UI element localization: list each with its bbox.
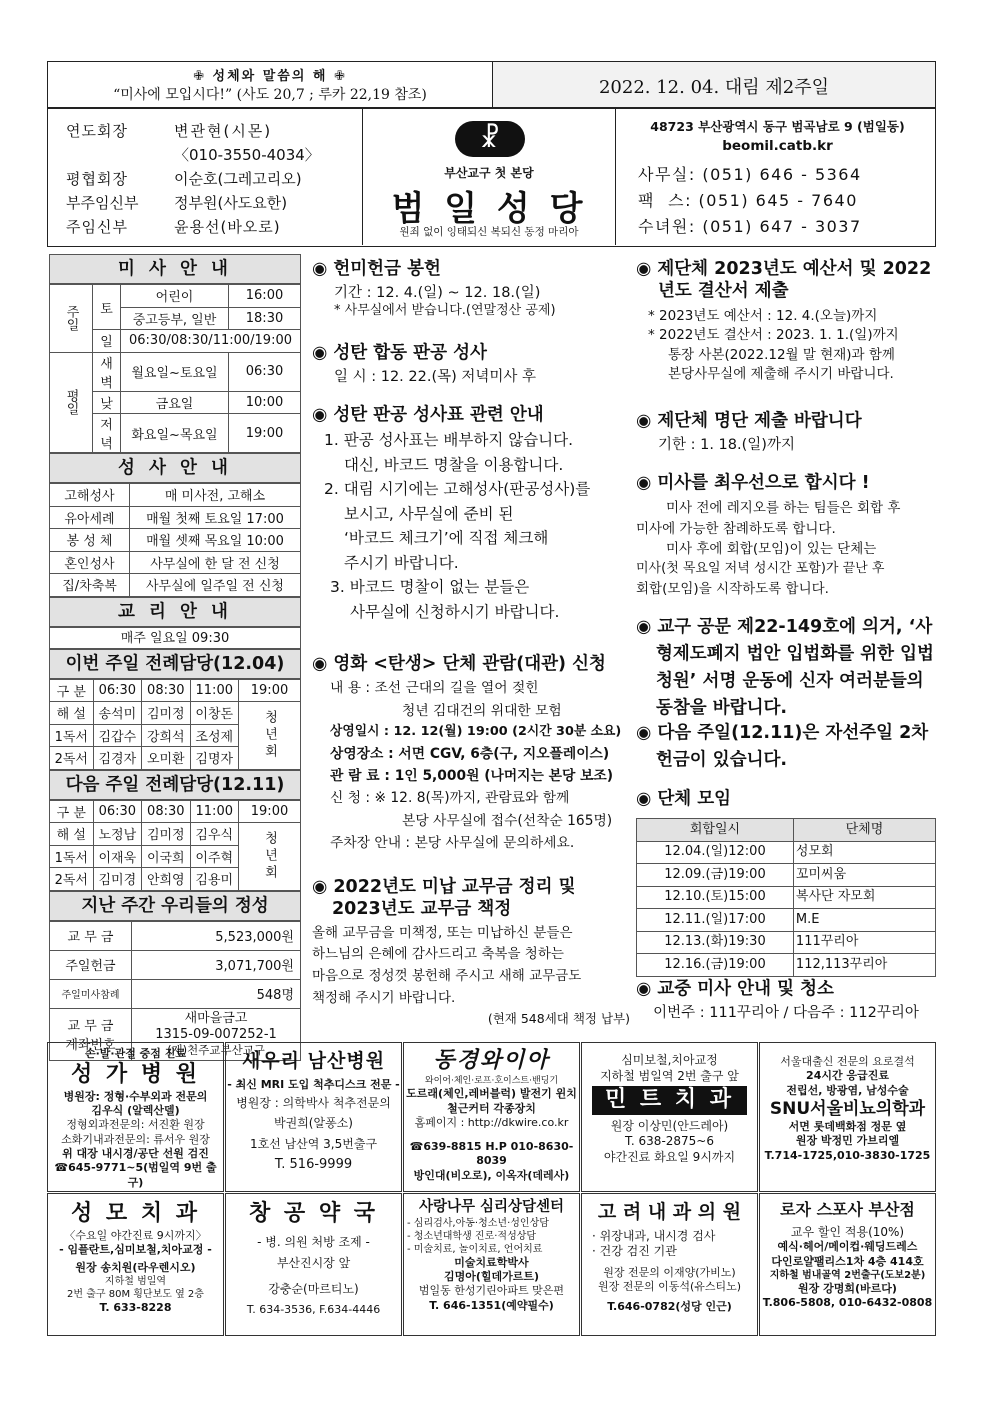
contact-block [620, 117, 935, 237]
issue-date: 2022. 12. 04. 대림 제2주일 [598, 77, 830, 98]
catechism-time: 매주 일요일 09:30 [49, 627, 301, 649]
youth-label: 청년회 [239, 702, 301, 770]
header-date-box [492, 61, 936, 108]
middle-column [312, 258, 630, 1038]
ad-saewoori-hospital: 새우리 남산병원 - 최신 MRI 도입 척추디스크 전문 - 병원장 : 의학박사 척추전문의 박권희(알퐁소) 1호선 남산역 3,5번출구 T. 516-9999 [225, 1042, 402, 1192]
mass-title: 미 사 안 내 [49, 254, 301, 284]
this-week-title: 이번 주일 전례담당(12.04) [49, 649, 301, 679]
sacrament-title: 성 사 안 내 [49, 453, 301, 483]
notice-meetings: ◉ 단체 모임 회합일시 단체명 12.04.(일)12:00 성모회 12.09.(금)19:00 꼬미씨움 12.10.(토)15:00 복사단 자모회 12.11.(일)17:00 M.E 12.13.(화)19:30 111꾸리아 12.16.(금)19:00 112,113꾸리아 [636, 788, 936, 977]
motto: ✙ 성체와 말씀의 해 ✙ [193, 69, 347, 84]
ad-dongkyung-wire: 동경와이아 와이어·체인·로프·호이스트·밴딩기 도르래(체인,레버블럭) 발전기 윈치 철근커터 각종장치 홈페이지 : http://dkwire.co.kr ☎639-8815 H.P 010-8630-8039 방인대(비오로), 이옥자(데레사) [403, 1042, 580, 1192]
fax-number: 팩 스: (051) 645 - 7640 [638, 191, 858, 210]
officer-row: 평협회장 이순호(그레고리오) [66, 170, 302, 188]
mass-table: 주일 토 어린이 16:00 중고등부, 일반 18:30 일 06:30/08:30/11:00/19:00 평일 새벽 월요일~토요일 06:30 낮 금요일 10:00 저녁 화요일~목요일 19:00 [49, 284, 301, 453]
ad-changgong-pharmacy: 창 공 약 국 - 병. 의원 처방 조제 - 부산진시장 앞 강충순(마르티노) T. 634-3536, F.634-4446 [225, 1193, 402, 1336]
ad-rosa-sposa: 로자 스포사 부산점 교우 할인 적용(10%) 예식·헤어/메이컵·웨딩드레스 다인로얄팰리스1차 4층 414호 지하철 범내골역 2번출구(도보2분) 원장 강명희(바르다) T.806-5808, 010-6432-0808 [759, 1193, 936, 1336]
notice-roster: ◉ 제단체 명단 제출 바랍니다 기한 : 1. 18.(일)까지 [636, 411, 862, 454]
notice-movie: ◉ 영화 <탄생> 단체 관람(대관) 신청 내 용 : 조선 근대의 길을 열어 젖힌 청년 김대건의 위대한 모험 상영일시 : 12. 12(월) 19:00 (2시간 30분 소요) 상영장소 : 서면 CGV, 6층(구, 지오플레이스) 관 람 료 : 1인 5,000원 (나머지는 본당 보조) 신 청 : ※ 12. 8(목)까지, 관람료와 함께 본당 사무실에 접수(선착순 165명) 주차장 안내 : 본당 사무실에 문의하세요. [312, 654, 622, 852]
notice-petition: ◉ 교구 공문 제22-149호에 의거, ‘사형제도폐지 법안 입법화를 위한 입법청원’ 서명 운동에 신자 여러분들의 동참을 바랍니다. [636, 617, 934, 719]
next-week-title: 다음 주일 전례담당(12.11) [49, 770, 301, 800]
ad-sarangnamu-counseling: 사랑나무 심리상담센터 - 심리검사,아동·청소년·성인상담 - 청소년대학생 진로·적성상담 - 미술치료, 놀이치료, 언어치료 미술치료학박사 김명아(힐데가르트) 범일동 한성기린아파트 맞은편 T. 646-1351(예약필수) [403, 1193, 580, 1336]
website-link[interactable]: beomil.catb.kr [722, 138, 833, 154]
ad-sungga-hospital: 손·발·관절 중점 진료 성 가 병 원 병원장: 정형·수부외과 전문의 김우식 (알렉산델) 정형외과전문의: 서진환 원장 소화기내과전문의: 류서우 원장 위 대장 내시경/공단 선원 검진 ☎645-9771~5(범일역 9번 출구) [47, 1042, 224, 1192]
ad-sungmo-dental: 성 모 치 과 〈수요일 야간진료 9시까지〉 - 임플란트,심미보철,치아교정 - 원장 송치원(라우렌시오) 지하철 범일역 2번 출구 80M 횡단보도 옆 2층 T. 633-8228 [47, 1193, 224, 1336]
notice-charity: ◉ 다음 주일(12.11)은 자선주일 2차 헌금이 있습니다. [636, 723, 929, 771]
officer-row: 연도회장 변관현(시몬) [66, 122, 273, 140]
notice-budget: ◉ 제단체 2023년도 예산서 및 2022년도 결산서 제출 * 2023년도 예산서 : 12. 4.(오늘)까지 * 2022년도 결산서 : 2023. 1. 1.(일)까지 통장 사본(2022.12월 말 현재)과 함께 본당사무실에 제출해 주시기 바랍니다. [636, 259, 932, 383]
office-phone: 사무실: (051) 646 - 5364 [638, 165, 862, 184]
sun-label: 일 [93, 330, 121, 353]
weekday-label: 평일 [50, 352, 93, 453]
left-column [49, 254, 301, 1061]
officer-row: 〈010-3550-4034〉 [174, 146, 320, 164]
offering-table: 교 무 금 5,523,000원 주일헌금 3,071,700원 주일미사참례 548명 교 무 금 계좌번호 새마을금고 1315-09-007252-1 (재)천주교부산교구 [49, 921, 301, 1061]
ad-mint-dental: 심미보철,치아교정 지하철 범일역 2번 출구 앞 민 트 치 과 원장 이상민(안드레아) T. 638-2875~6 야간진료 화요일 9시까지 [581, 1042, 758, 1192]
notice-confession: ◉ 성탄 합동 판공 성사 일 시 : 12. 22.(목) 저녁미사 후 [312, 343, 537, 386]
officers [66, 119, 356, 239]
next-week-table: 구 분 06:30 08:30 11:00 19:00 해 설 노정남 김미정 김우식 청년회 1독서 이재욱 이국희 이주혁 2독서 김미경 안희영 김용미 [49, 800, 301, 891]
ad-snu-urology: 서울대출신 전문의 요로결석 24시간 응급진료 전립선, 방광염, 남성수술 SNU서울비뇨의학과 서면 롯데백화점 정문 옆 원장 박정민 가브리엘 T.714-1725,010-3830-1725 [759, 1042, 936, 1192]
offering-title: 지난 주간 우리들의 정성 [49, 891, 301, 921]
address: 48723 부산광역시 동구 범곡남로 9 (범일동) [650, 119, 905, 134]
church-subtitle: 부산교구 첫 본당 [444, 166, 534, 180]
catechism-title: 교 리 안 내 [49, 597, 301, 627]
notice-mass-first: ◉ 미사를 최우선으로 합시다 ! 미사 전에 레지오를 하는 팀들은 회합 후 미사에 가능한 참례하도록 합니다. 미사 후에 회합(모임)이 있는 단체는 미사(첫 목요일 저녁 성시간 포함)가 끝난 후 회합(모임)을 시작하도록 합니다. [636, 473, 901, 597]
notice-tithe: ◉ 2022년도 미납 교무금 정리 및 2023년도 교무금 책정 올해 교무금을 미책정, 또는 미납하신 분들은 하느님의 은혜에 감사드리고 축복을 청하는 마음으로 정성껏 봉헌해 주시고 새해 교무금도 책정해 주시기 바랍니다. (현재 548세대 책정 납부) [312, 877, 630, 1027]
youth-label: 청년회 [239, 823, 301, 891]
meetings-table: 회합일시 단체명 12.04.(일)12:00 성모회 12.09.(금)19:00 꼬미씨움 12.10.(토)15:00 복사단 자모회 12.11.(일)17:00 M.E 12.13.(화)19:30 111꾸리아 12.16.(금)19:00 112,113꾸리아 [636, 818, 936, 977]
right-column [636, 258, 936, 1038]
church-logo-block [362, 109, 616, 245]
chi-rho-icon: ☧ [455, 121, 525, 157]
officer-row: 부주임신부 정부원(사도요한) [66, 194, 288, 212]
ad-koryo-clinic: 고 려 내 과 의 원 · 위장내과, 내시경 검사 · 건강 검진 기관 원장 전문의 이재양(가비노) 원장 전문의 이동석(유스티노) T.646-0782(성당 인근) [581, 1193, 758, 1336]
church-tagline: 원죄 없이 잉태되신 복되신 동정 마리아 [399, 226, 579, 238]
officer-row: 주임신부 윤용선(바오로) [66, 218, 281, 236]
notice-donation: ◉ 헌미헌금 봉헌 기간 : 12. 4.(일) ~ 12. 18.(일) * 사무실에서 받습니다.(연말정산 공제) [312, 259, 556, 318]
this-week-table: 구 분 06:30 08:30 11:00 19:00 해 설 송석미 김미정 이창돈 청년회 1독서 김갑수 강희석 조성제 2독서 김경자 오미환 김명자 [49, 679, 301, 770]
convent-phone: 수녀원: (051) 647 - 3037 [638, 217, 862, 236]
header-motto-box [47, 61, 493, 108]
sat-label: 토 [93, 285, 121, 330]
masthead [47, 108, 936, 247]
notice-barcode: ◉ 성탄 판공 성사표 관련 안내 1. 판공 성사표는 배부하지 않습니다. 대신, 바코드 명찰을 이용합니다. 2. 대림 시기에는 고해성사(판공성사)를 보시고, 사무실에 준비 된 ‘바코드 체크기’에 직접 체크해 주시기 바랍니다. 3. 바코드 명찰이 없는 분들은 사무실에 신청하시기 바랍니다. [312, 405, 591, 621]
church-name: 범 일 성 당 [391, 189, 587, 229]
sacrament-table: 고해성사 매 미사전, 고해소 유아세례 매월 첫째 토요일 17:00 봉 성 체 매월 셋째 목요일 10:00 혼인성사 사무실에 한 달 전 신청 집/차축복 사무실에 일주일 전 신청 [49, 483, 301, 597]
sunday-label: 주일 [50, 285, 93, 353]
quote: “미사에 모입시다!” (사도 20,7 ; 루카 22,19 참조) [113, 87, 427, 103]
notice-cleaning: ◉ 교중 미사 안내 및 청소 이번주 : 111꾸리아 / 다음주 : 112꾸리아 [636, 979, 919, 1022]
